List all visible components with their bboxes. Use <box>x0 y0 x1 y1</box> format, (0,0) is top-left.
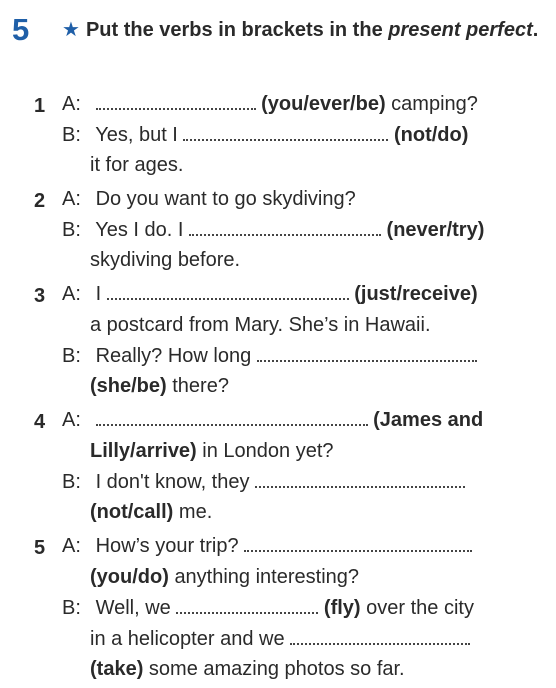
line-text: I don't know, they <box>95 471 250 493</box>
line-text: Well, we <box>95 597 171 619</box>
item-4-line-a <box>62 406 486 435</box>
line-text: in a helicopter and we <box>90 628 285 650</box>
instruction-end: . <box>532 19 539 41</box>
verb-cue: (James and <box>373 409 484 431</box>
exercise-instruction <box>62 16 542 45</box>
item-2-line-b <box>62 216 486 245</box>
answer-gap[interactable] <box>257 344 477 362</box>
verb-cue: (take) <box>90 658 144 680</box>
verb-cue: (fly) <box>323 597 361 619</box>
line-text: in London yet? <box>202 440 334 462</box>
answer-gap[interactable] <box>290 627 470 645</box>
speaker-label: B: <box>62 219 81 241</box>
item-5-line-b2 <box>90 625 486 654</box>
line-text: Yes I do. I <box>95 219 184 241</box>
line-text: Do you want to go skydiving? <box>95 188 356 210</box>
answer-gap[interactable] <box>107 282 349 300</box>
verb-cue: (you/ever/be) <box>261 93 386 115</box>
line-text: anything interesting? <box>174 566 360 588</box>
line-text: Yes, but I <box>95 124 178 146</box>
speaker-label: A: <box>62 93 81 115</box>
answer-gap[interactable] <box>255 470 465 488</box>
speaker-label: B: <box>62 124 81 146</box>
item-number: 3 <box>34 285 46 307</box>
verb-cue: (just/receive) <box>354 283 478 305</box>
item-5-line-a <box>62 532 486 561</box>
verb-cue: (you/do) <box>90 566 169 588</box>
line-text: me. <box>178 501 213 523</box>
speaker-label: B: <box>62 345 81 367</box>
verb-cue: (not/do) <box>393 124 469 146</box>
item-4-line-b <box>62 468 486 497</box>
speaker-label: A: <box>62 283 81 305</box>
answer-gap[interactable] <box>96 92 256 110</box>
answer-gap[interactable] <box>244 534 472 552</box>
speaker-label: B: <box>62 597 81 619</box>
item-3-line-b <box>62 342 486 371</box>
verb-cue: (not/call) <box>90 501 174 523</box>
item-2-line-a <box>62 185 356 214</box>
verb-cue: Lilly/arrive) <box>90 440 197 462</box>
item-3-line-a2: a postcard from Mary. She’s in Hawaii. <box>90 314 431 336</box>
line-text: some amazing photos so far. <box>148 658 405 680</box>
answer-gap[interactable] <box>189 218 381 236</box>
verb-cue: (never/try) <box>386 219 485 241</box>
item-4-line-b2 <box>90 498 212 527</box>
item-4-line-a2 <box>90 437 334 466</box>
item-1-line-a <box>62 90 486 119</box>
line-text: I <box>95 283 102 305</box>
exercise-number: 5 <box>12 12 30 47</box>
speaker-label: B: <box>62 471 81 493</box>
item-number: 5 <box>34 537 46 559</box>
answer-gap[interactable] <box>183 123 388 141</box>
speaker-label: A: <box>62 409 81 431</box>
item-5-line-b <box>62 594 486 623</box>
speaker-label: A: <box>62 535 81 557</box>
item-5-line-b3 <box>90 655 405 684</box>
item-number: 2 <box>34 190 46 212</box>
line-text: over the city <box>366 597 474 619</box>
item-1-line-b <box>62 121 486 150</box>
line-text: Really? How long <box>95 345 252 367</box>
line-text: there? <box>172 375 229 397</box>
item-number: 4 <box>34 411 46 433</box>
item-1-line-b2: it for ages. <box>90 154 184 176</box>
instruction-tense: present perfect <box>388 19 533 41</box>
item-2-line-b2: skydiving before. <box>90 249 241 271</box>
line-text: camping? <box>391 93 478 115</box>
item-5-line-a2 <box>90 563 359 592</box>
item-3-line-a <box>62 280 486 309</box>
verb-cue: (she/be) <box>90 375 167 397</box>
answer-gap[interactable] <box>176 596 318 614</box>
instruction-text: Put the verbs in brackets in the <box>85 19 389 41</box>
answer-gap[interactable] <box>96 408 368 426</box>
item-number: 1 <box>34 95 46 117</box>
line-text: How’s your trip? <box>95 535 239 557</box>
speaker-label: A: <box>62 188 81 210</box>
item-3-line-b2 <box>90 372 229 401</box>
star-icon: ★ <box>62 19 80 41</box>
